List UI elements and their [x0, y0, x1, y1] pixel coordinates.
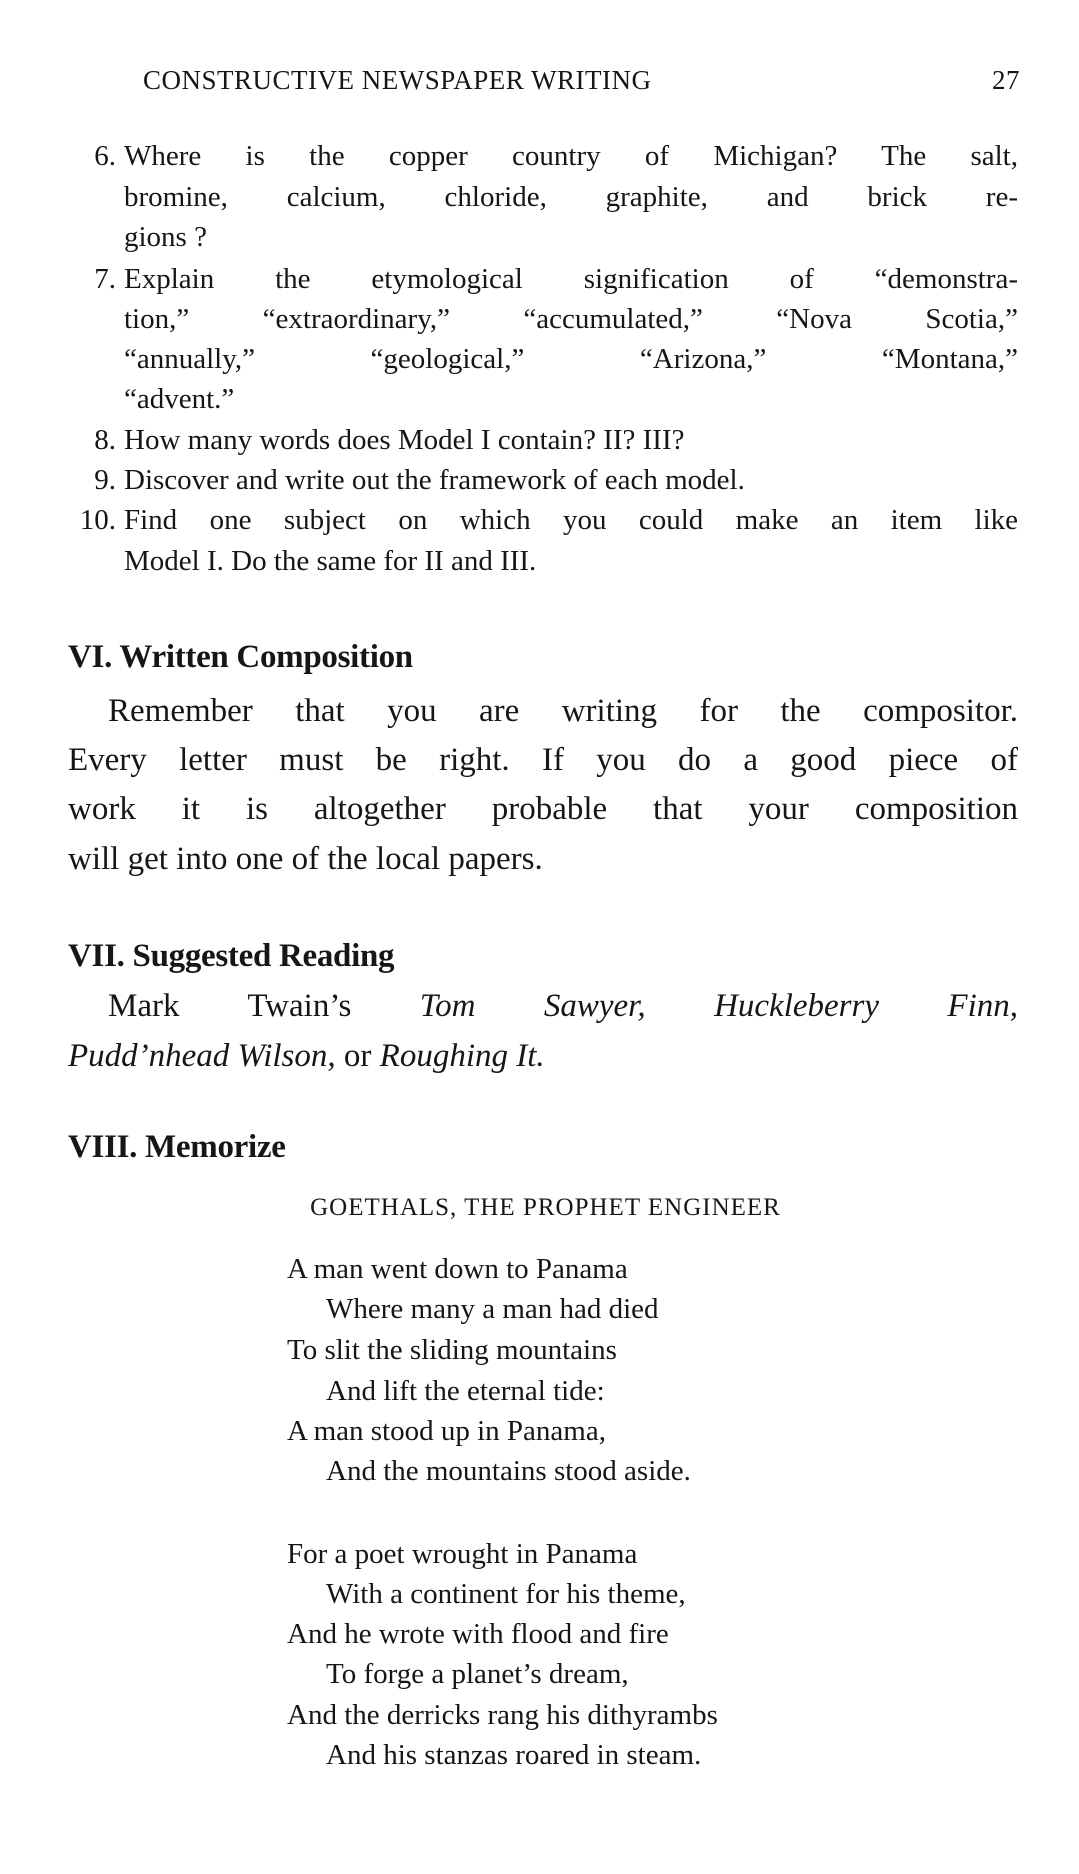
poem-line: And lift the eternal tide: [326, 1375, 605, 1407]
poem-line: For a poet wrought in Panama [287, 1538, 638, 1570]
poem-line: A man went down to Panama [287, 1253, 628, 1285]
poem-line: With a continent for his theme, [326, 1578, 686, 1610]
question-line: Discover and write out the framework of each model. [124, 464, 745, 496]
poem-line: To forge a planet’s dream, [326, 1658, 629, 1690]
question-line: How many words does Model I contain? II? III? [124, 424, 685, 456]
book-title: Huckleberry [714, 988, 879, 1024]
poem-line: A man stood up in Panama, [287, 1415, 606, 1447]
book-title: Tom Sawyer, [419, 988, 646, 1024]
question-number: 7. [94, 263, 116, 295]
book-title: Pudd’nhead Wilson, [68, 1038, 336, 1074]
question-line: Find one subject on which you could make an item like [124, 504, 1018, 536]
question-line: “annually,” “geological,” “Arizona,” “Montana,” [124, 343, 1018, 375]
poem-line: And the mountains stood aside. [326, 1455, 691, 1487]
section-heading-vii: VII. Suggested Reading [68, 938, 395, 974]
paragraph-line: work it is altogether probable that your composition [68, 791, 1018, 827]
question-number: 10. [79, 504, 116, 536]
question-line: Model I. Do the same for II and III. [124, 545, 537, 577]
poem-line: Where many a man had died [326, 1293, 659, 1325]
question-line: Explain the etymological signification of “demonstra- [124, 263, 1018, 295]
question-line: Where is the copper country of Michigan? The salt, [124, 140, 1018, 172]
poem-line: And he wrote with flood and fire [287, 1618, 669, 1650]
running-title: CONSTRUCTIVE NEWSPAPER WRITING [143, 65, 652, 95]
running-header [143, 60, 1020, 100]
reading-intro: Mark Twain’s [108, 988, 352, 1024]
book-title: Finn, [947, 988, 1018, 1024]
section-heading-viii: VIII. Memorize [68, 1129, 286, 1165]
question-line: bromine, calcium, chloride, graphite, and brick re- [124, 181, 1018, 213]
poem-line: And the derricks rang his dithyrambs [287, 1699, 718, 1731]
poem-title: GOETHALS, THE PROPHET ENGINEER [310, 1194, 781, 1221]
reading-line [68, 1032, 1018, 1080]
page-number: 27 [992, 65, 1020, 95]
question-number: 8. [94, 424, 116, 456]
paragraph-line: Remember that you are writing for the compositor. [108, 693, 1018, 729]
question-line: tion,” “extraordinary,” “accumulated,” “Nova Scotia,” [124, 303, 1018, 335]
paragraph-line: Every letter must be right. If you do a good piece of [68, 742, 1018, 778]
poem-line: To slit the sliding mountains [287, 1334, 617, 1366]
question-line: “advent.” [124, 383, 235, 415]
poem-line: And his stanzas roared in steam. [326, 1739, 702, 1771]
question-line: gions ? [124, 221, 207, 253]
question-number: 9. [94, 464, 116, 496]
reading-line [68, 982, 1018, 1030]
paragraph-line: will get into one of the local papers. [68, 841, 543, 877]
question-number: 6. [94, 140, 116, 172]
section-heading-vi: VI. Written Composition [68, 639, 413, 675]
book-title: Roughing It. [379, 1038, 545, 1074]
reading-connector: or [343, 1038, 372, 1074]
